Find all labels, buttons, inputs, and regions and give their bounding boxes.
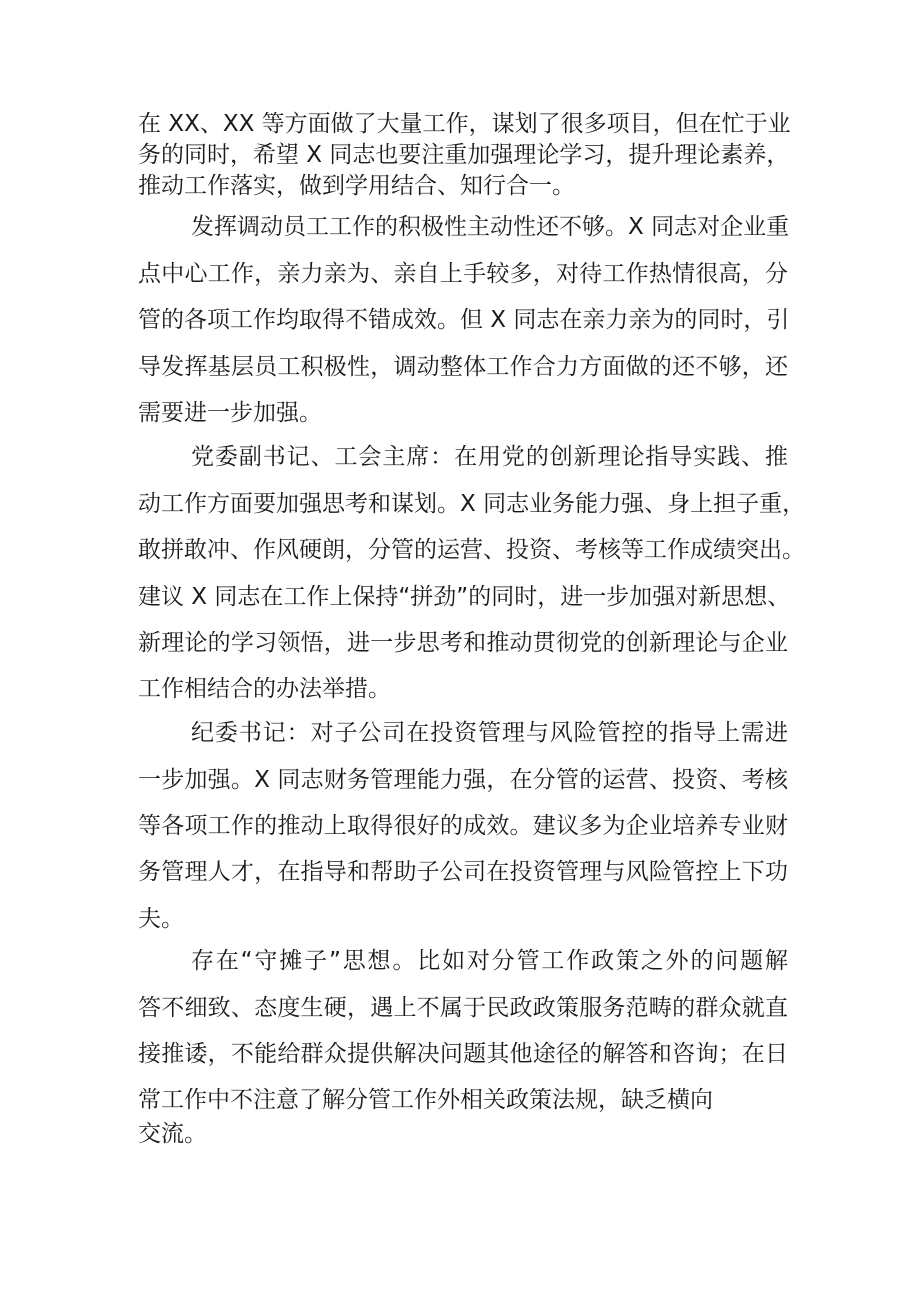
- text-line: 点中心工作，亲力亲为、亲自上手较多，对待工作热情很高，分: [138, 261, 788, 287]
- text-line: 工作相结合的办法举措。: [138, 676, 391, 702]
- text-line: 务管理人才，在指导和帮助子公司在投资管理与风险管控上下功: [138, 859, 788, 885]
- text-line: 一步加强。X 同志财务管理能力强，在分管的运营、投资、考核: [138, 767, 788, 793]
- text-line: 纪委书记：对子公司在投资管理与风险管控的指导上需进: [191, 720, 788, 746]
- text-line: 敢拼敢冲、作风硬朗，分管的运营、投资、考核等工作成绩突出。: [138, 537, 805, 563]
- text-line: 答不细致、态度生硬，遇上不属于民政政策服务范畴的群众就直: [138, 995, 788, 1021]
- text-line: 夫。: [138, 906, 184, 932]
- text-line: 新理论的学习领悟，进一步思考和推动贯彻党的创新理论与企业: [138, 630, 788, 656]
- text-line: 等各项工作的推动上取得很好的成效。建议多为企业培养专业财: [138, 813, 788, 839]
- text-line: 接推诿，不能给群众提供解决问题其他途径的解答和咨询；在日: [138, 1041, 788, 1067]
- text-line: 党委副书记、工会主席：在用党的创新理论指导实践、推: [191, 444, 788, 470]
- text-line: 在 XX、XX 等方面做了大量工作，谋划了很多项目，但在忙于业: [138, 111, 791, 137]
- text-line: 推动工作落实，做到学用结合、知行合一。: [138, 173, 575, 199]
- text-line: 常工作中不注意了解分管工作外相关政策法规，缺乏横向: [138, 1087, 713, 1113]
- text-line: 务的同时，希望 X 同志也要注重加强理论学习，提升理论素养，: [138, 142, 790, 168]
- text-line: 动工作方面要加强思考和谋划。X 同志业务能力强、身上担子重，: [138, 491, 806, 517]
- text-line: 交流。: [138, 1121, 207, 1147]
- text-line: 建议 X 同志在工作上保持“拼劲”的同时，进一步加强对新思想、: [138, 584, 791, 610]
- text-line: 存在“守摊子”思想。比如对分管工作政策之外的问题解: [191, 948, 788, 974]
- text-line: 需要进一步加强。: [138, 400, 322, 426]
- text-line: 管的各项工作均取得不错成效。但 X 同志在亲力亲为的同时，引: [138, 307, 790, 333]
- text-line: 导发挥基层员工积极性，调动整体工作合力方面做的还不够，还: [138, 354, 788, 380]
- text-line: 发挥调动员工工作的积极性主动性还不够。X 同志对企业重: [191, 214, 790, 240]
